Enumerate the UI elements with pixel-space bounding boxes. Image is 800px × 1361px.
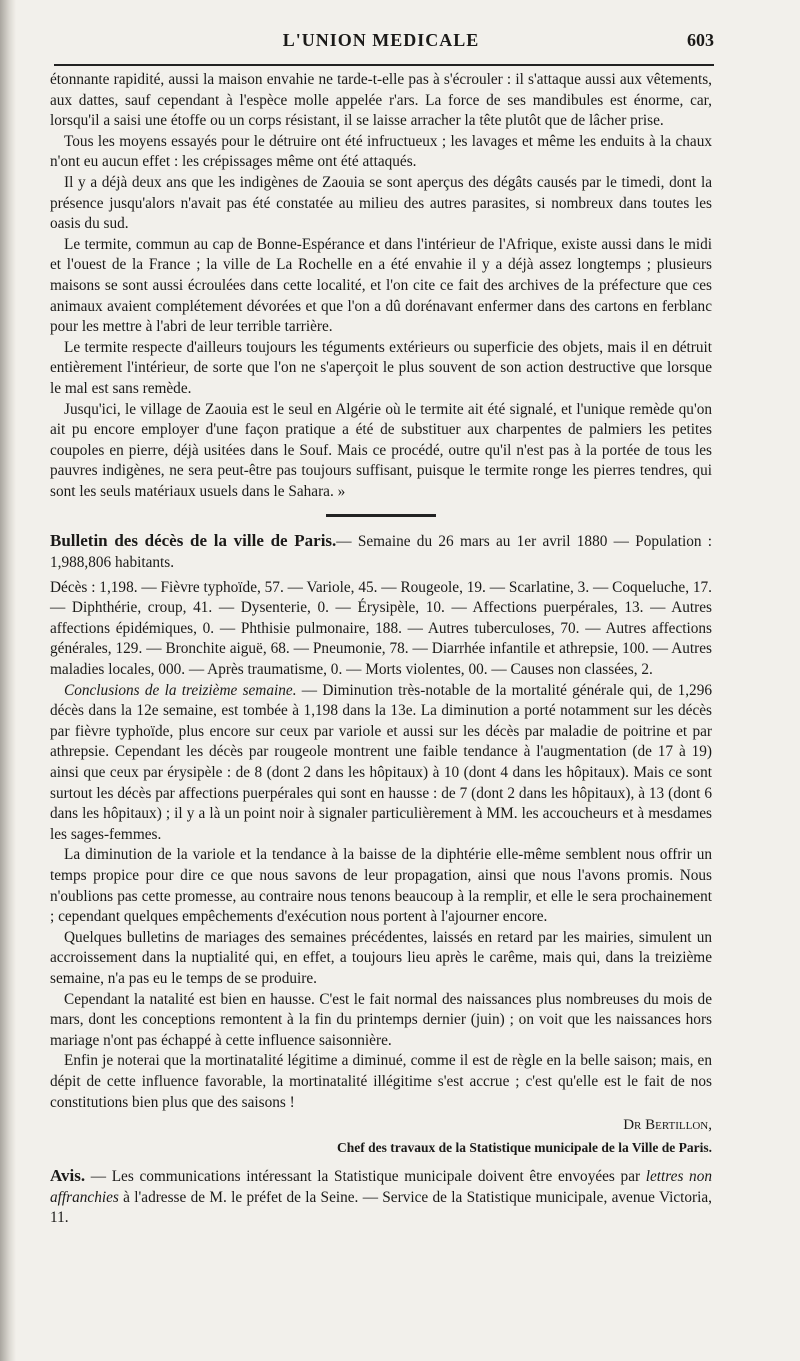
page-binding-shadow — [0, 0, 16, 1361]
paragraph: Tous les moyens essayés pour le détruire ont été infructueux ; les lavages et même les enduits à la chaux n'ont eu aucun effet : les crépissages même ont été attaqués. — [50, 132, 712, 171]
paragraph: étonnante rapidité, aussi la maison envahie ne tarde-t-elle pas à s'écrouler : il s'attaque aussi aux vêtements, aux dattes, sauf cependant à l'espèce molle appelée r'ars. La force de ses mandibules est énorme, car, lorsqu'il a saisi une étoffe ou un corps résistant, il se laisse arracher la tête plutôt que de lâcher prise. — [50, 71, 712, 130]
paragraph: Jusqu'ici, le village de Zaouia est le seul en Algérie où le termite ait été signalé, et l'unique remède qu'on ait pu encore employer d'une façon pratique a été de substituer aux charpentes de palmiers les petites coupoles en pierre, déjà usitées dans le Souf. Mais ce procédé, outre qu'il n'est pas à la portée de tous les pauvres indigènes, ne sera peut-être pas toujours suffisant, puisque le termite ronge les pierres tendres, qui sont les seuls matériaux usuels dans le Sahara. » — [50, 400, 712, 500]
header-rule — [54, 64, 714, 66]
avis-text-after: à l'adresse de M. le préfet de la Seine. — Service de la Statistique municipale, avenue Victoria, 11. — [50, 1188, 712, 1227]
paragraph: Le termite respecte d'ailleurs toujours les téguments extérieurs ou superficie des objets, mais il en détruit entièrement l'intérieur, de sorte que l'on ne s'aperçoit le plus souvent de son action destructive que lorsque le mal est sans remède. — [50, 338, 712, 397]
signature-name — [50, 1115, 712, 1136]
bulletin-heading — [50, 531, 712, 573]
conclusions-paragraph — [50, 681, 712, 846]
avis-paragraph — [50, 1166, 712, 1229]
journal-title: L'UNION MEDICALE — [282, 30, 480, 50]
deaths-list: Décès : 1,198. — Fièvre typhoïde, 57. — Variole, 45. — Rougeole, 19. — Scarlatine, 3. — Coqueluche, 17. — Diphthérie, croup, 41. — Dysenterie, 0. — Érysipèle, 10. — Affections puerpérales, 13. — Autres affections épidémiques, 0. — Phthisie pulmonaire, 188. — Autres tuberculoses, 70. — Autres affections générales, 129. — Bronchite aiguë, 68. — Pneumonie, 78. — Diarrhée infantile et athrepsie, 100. — Autres maladies locales, 000. — Après traumatisme, 0. — Morts violentes, 00. — Causes non classées, 2. — [50, 578, 712, 679]
page-number: 603 — [687, 30, 714, 50]
bulletin-subtitle: — Semaine du 26 mars au 1er avril 1880 — Population : 1,988,806 habitants. — [50, 533, 713, 572]
running-header — [48, 30, 714, 56]
avis-label: Avis. — [50, 1166, 86, 1186]
conclusions-label: Conclusions de la treizième semaine. — [64, 681, 297, 699]
avis-text-italic: lettres non affranchies — [50, 1168, 713, 1206]
signature-title: Chef des travaux de la Statistique municipale de la Ville de Paris. — [336, 1139, 712, 1155]
paragraph: La diminution de la variole et la tendance à la baisse de la diphtérie elle-même semblent nous offrir un temps propice pour dire ce que nous savons de leur propagation, ainsi que nous l'avons promis. Nous n'oublions pas cette promesse, au contraire nous tenons beaucoup à la remplir, et elle le sera prochainement ; cependant quelques empêchements d'exécution nous portent à l'ajourner encore. — [50, 846, 712, 926]
paragraph: Quelques bulletins de mariages des semaines précédentes, laissés en retard par les mairies, simulent un accroissement dans la nuptialité qui, en effet, a toujours lieu après le carême, mais qui, dans la treizième semaine, n'a pas eu le temps de se produire. — [50, 928, 712, 987]
paragraph: Cependant la natalité est bien en hausse. C'est le fait normal des naissances plus nombreuses du mois de mars, dont les conceptions remontent à la fin du printemps dernier (juin) ; on voit que les naissances hors mariage n'ont pas échappé à cette influence saisonnière. — [50, 990, 712, 1049]
text-column — [50, 70, 712, 1229]
conclusions-text: — Diminution très-notable de la mortalité générale qui, de 1,296 décès dans la 12e semaine, est tombée à 1,198 dans la 13e. La diminution a porté notamment sur les décès par fièvre typhoïde, plus encore sur ceux par variole et aussi sur les décès par maladie de poitrine et par athrepsie. Cependant les décès par rougeole montrent une faible tendance à l'augmentation (de 17 à 19) ainsi que ceux par érysipèle : de 8 (dont 2 dans les hôpitaux) à 10 (dont 4 dans les hôpitaux). Mais ce sont surtout les décès par affections puerpérales qui sont en hausse : de 7 (dont 2 dans les hôpitaux), à 13 (dont 6 dans les hôpitaux) ; il y a là un point noir à signaler particulièrement à MM. les accoucheurs et à mesdames les sages-femmes. — [50, 681, 712, 843]
paragraph: Enfin je noterai que la mortinatalité légitime a diminué, comme il est de règle en la belle saison; mais, en dépit de cette influence favorable, la mortinatalité illégitime s'est accrue ; c'est qu'elle est le fait de nos constitutions bien plus que des saisons ! — [50, 1052, 712, 1111]
paragraph: Le termite, commun au cap de Bonne-Espérance et dans l'intérieur de l'Afrique, existe aussi dans le midi et l'ouest de la France ; la ville de La Rochelle en a été envahie il y a déjà assez longtemps ; plusieurs maisons se sont aussi écroulées dans cette localité, et l'on cite ce fait des archives de la préfecture que ces animaux avaient complétement dévorées et que l'on a dû dorénavant enfermer dans des cartons en ferblanc pour les mettre à l'abri de leur terrible tarrière. — [50, 235, 712, 336]
signature-name-text: Dr Bertillon, — [623, 1117, 712, 1134]
avis-text-before: — Les communications intéressant la Statistique municipale doivent être envoyées par — [85, 1168, 646, 1186]
paragraph: Il y a déjà deux ans que les indigènes de Zaouia se sont aperçus des dégâts causés par le timedi, dont la présence jusqu'alors n'avait pas été constatée au milieu des autres parasites, si nombreux dans toutes les oasis du sud. — [50, 173, 712, 233]
section-separator — [326, 514, 436, 517]
bulletin-title: Bulletin des décès de la ville de Paris. — [50, 531, 337, 551]
